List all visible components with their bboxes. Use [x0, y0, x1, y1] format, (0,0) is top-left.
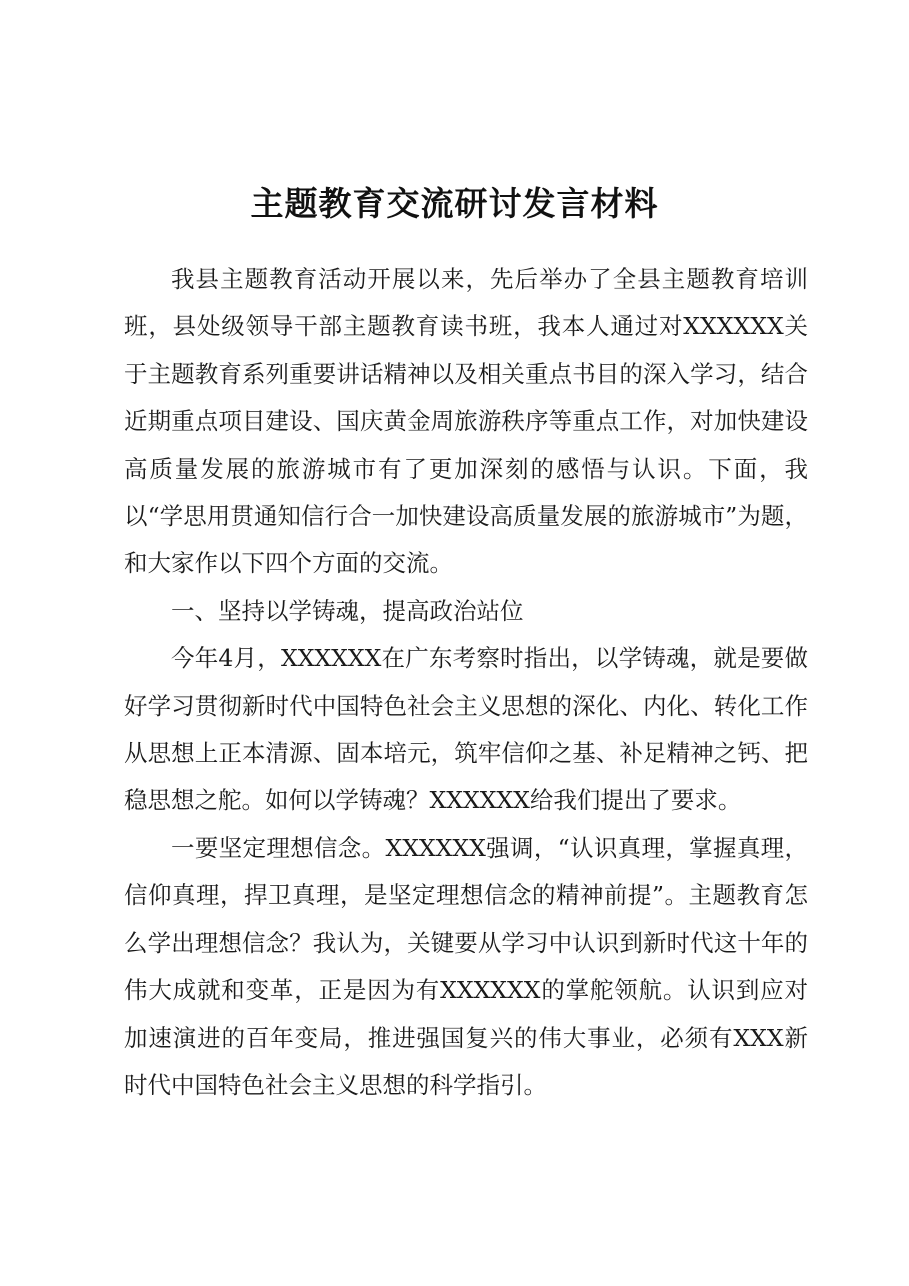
paragraph-section-1: 今年4月，XXXXXX在广东考察时指出，以学铸魂，就是要做好学习贯彻新时代中国特色社会主义思想的深化、内化、转化工作从思想上正本清源、固本培元，筑牢信仰之基、补足精神之钙、把稳思想之舵。如何以学铸魂？XXXXXX给我们提出了要求。	[124, 644, 808, 815]
document-title: 主题教育交流研讨发言材料	[250, 184, 659, 223]
paragraph-ideals: 一要坚定理想信念。XXXXXX强调，“认识真理，掌握真理，信仰真理，捍卫真理，是坚定理想信念的精神前提”。主题教育怎么学出理想信念？我认为，关键要从学习中认识到新时代这十年的伟大成就和变革，正是因为有XXXXXX的掌舵领航。认识到应对加速演进的百年变局，推进强国复兴的伟大事业，必须有XXX新时代中国特色社会主义思想的科学指引。	[124, 833, 808, 1099]
document-body	[124, 256, 808, 1109]
section-heading-1: 一、坚持以学铸魂，提高政治站位	[171, 596, 524, 625]
paragraph-intro: 我县主题教育活动开展以来，先后举办了全县主题教育培训班，县处级领导干部主题教育读书班，我本人通过对XXXXXX关于主题教育系列重要讲话精神以及相关重点书目的深入学习，结合近期重点项目建设、国庆黄金周旅游秩序等重点工作，对加快建设高质量发展的旅游城市有了更加深刻的感悟与认识。下面，我以“学思用贯通知信行合一加快建设高质量发展的旅游城市”为题，和大家作以下四个方面的交流。	[124, 265, 808, 578]
